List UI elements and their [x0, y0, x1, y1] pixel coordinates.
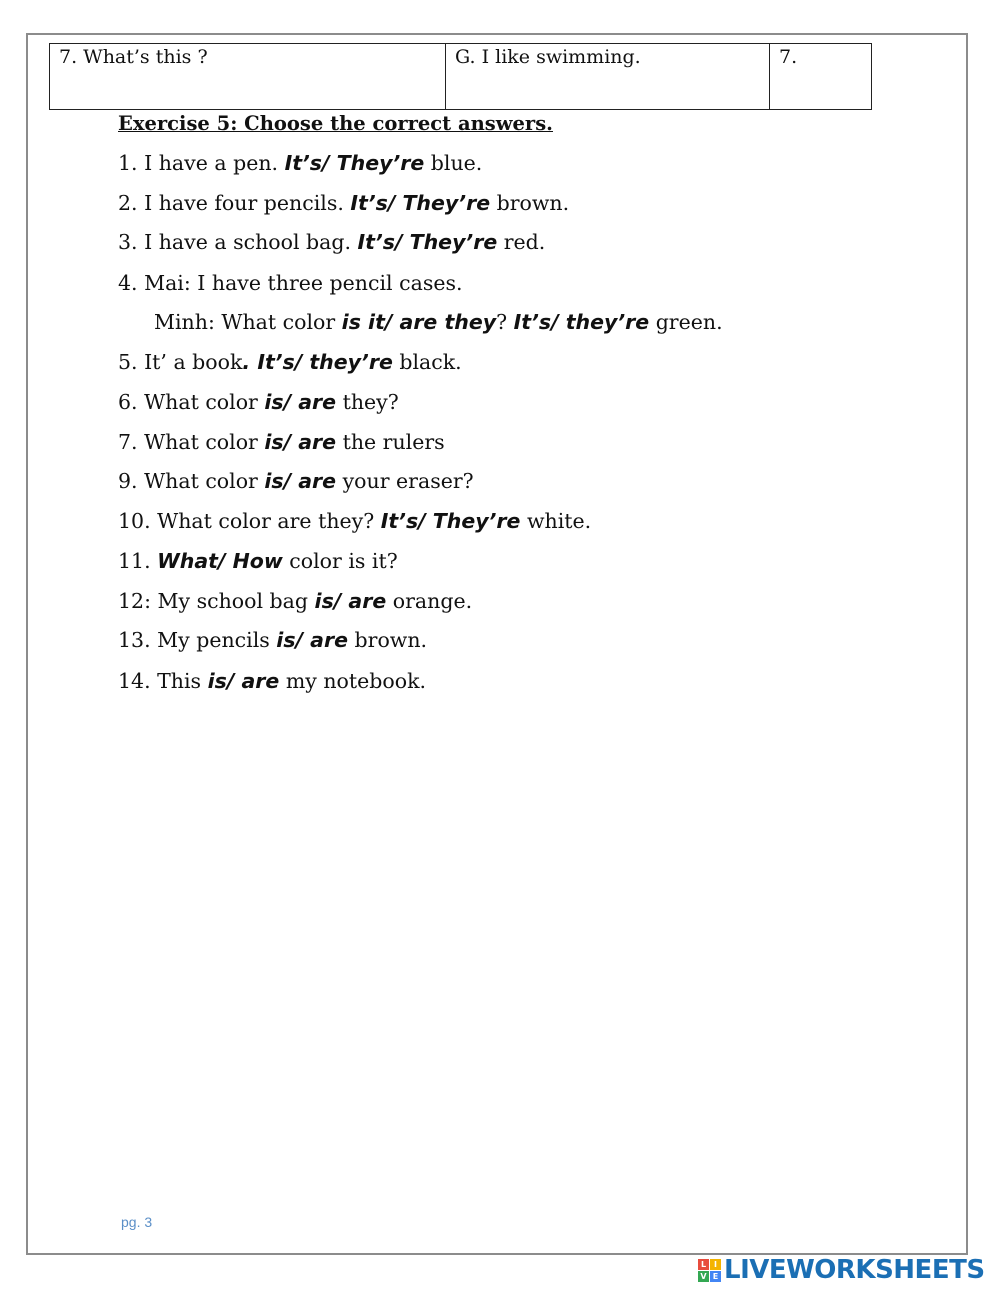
answer-choice[interactable]: is/ are [276, 628, 348, 652]
brand-name: LIVEWORKSHEETS [724, 1255, 985, 1285]
question-text: 7. What color [118, 430, 265, 454]
question-text: 9. What color [118, 469, 265, 493]
question-text: 2. I have four pencils. [118, 191, 351, 215]
page-number: pg. 3 [121, 1214, 153, 1230]
brand-logo-icon [698, 1259, 721, 1282]
liveworksheets-logo[interactable] [698, 1254, 985, 1286]
question-text: blue. [424, 151, 483, 175]
question-item [118, 191, 569, 215]
question-text: orange. [386, 589, 473, 613]
question-text: 13. My pencils [118, 628, 277, 652]
question-text: they? [336, 390, 399, 414]
question-item [118, 350, 462, 374]
exercise-title: Exercise 5: Choose the correct answers. [118, 112, 553, 135]
question-item [118, 669, 426, 693]
question-item [118, 390, 399, 414]
question-text: black. [392, 350, 462, 374]
question-text: 12: My school bag [118, 589, 315, 613]
table-row [50, 44, 872, 110]
question-text: 1. I have a pen. [118, 151, 285, 175]
answer-choice[interactable]: . It’s/ they’re [242, 350, 393, 374]
answer-choice[interactable]: It’s/ They’re [380, 509, 521, 533]
question-text: 5. It’ a book [118, 350, 243, 374]
question-item [118, 271, 463, 295]
question-text: 3. I have a school bag. [118, 230, 358, 254]
question-item [118, 628, 427, 652]
question-text: 4. Mai: I have three pencil cases. [118, 271, 463, 295]
question-cell: 7. What’s this ? [50, 44, 446, 110]
question-text: red. [497, 230, 546, 254]
matching-table [49, 43, 872, 110]
answer-choice[interactable]: What/ How [157, 549, 283, 573]
answer-choice[interactable]: is/ are [264, 469, 337, 493]
question-text: ? [496, 310, 514, 334]
question-text: color is it? [282, 549, 398, 573]
answer-choice[interactable]: is/ are [264, 390, 337, 414]
question-item [154, 310, 723, 334]
question-item [118, 469, 474, 493]
question-text: brown. [490, 191, 570, 215]
question-item [118, 589, 472, 613]
question-item [118, 151, 482, 175]
question-text: 11. [118, 549, 158, 573]
question-text: 6. What color [118, 390, 265, 414]
answer-choice[interactable]: It’s/ They’re [350, 191, 491, 215]
question-item [118, 509, 591, 533]
answer-choice[interactable]: is/ are [314, 589, 387, 613]
answer-choice[interactable]: It’s/ They’re [284, 151, 425, 175]
question-item [118, 549, 398, 573]
question-text: Minh: What color [154, 310, 342, 334]
question-text: white. [520, 509, 592, 533]
answer-choice[interactable]: is/ are [264, 430, 337, 454]
answer-choice[interactable]: is it/ are they [341, 310, 497, 334]
question-text: 14. This [118, 669, 208, 693]
answer-choice[interactable]: It’s/ they’re [513, 310, 650, 334]
question-text: green. [649, 310, 723, 334]
answer-choice[interactable]: It’s/ They’re [357, 230, 498, 254]
logo-letter: E [710, 1271, 721, 1282]
question-text: my notebook. [279, 669, 427, 693]
question-item [118, 230, 545, 254]
logo-letter: V [698, 1271, 709, 1282]
answer-choice[interactable]: is/ are [207, 669, 280, 693]
answer-cell: G. I like swimming. [446, 44, 770, 110]
logo-letter: I [710, 1259, 721, 1270]
result-cell[interactable]: 7. [770, 44, 872, 110]
question-text: brown. [348, 628, 428, 652]
question-text: the rulers [336, 430, 445, 454]
question-item [118, 430, 445, 454]
question-text: 10. What color are they? [118, 509, 381, 533]
question-text: your eraser? [336, 469, 474, 493]
logo-letter: L [698, 1259, 709, 1270]
